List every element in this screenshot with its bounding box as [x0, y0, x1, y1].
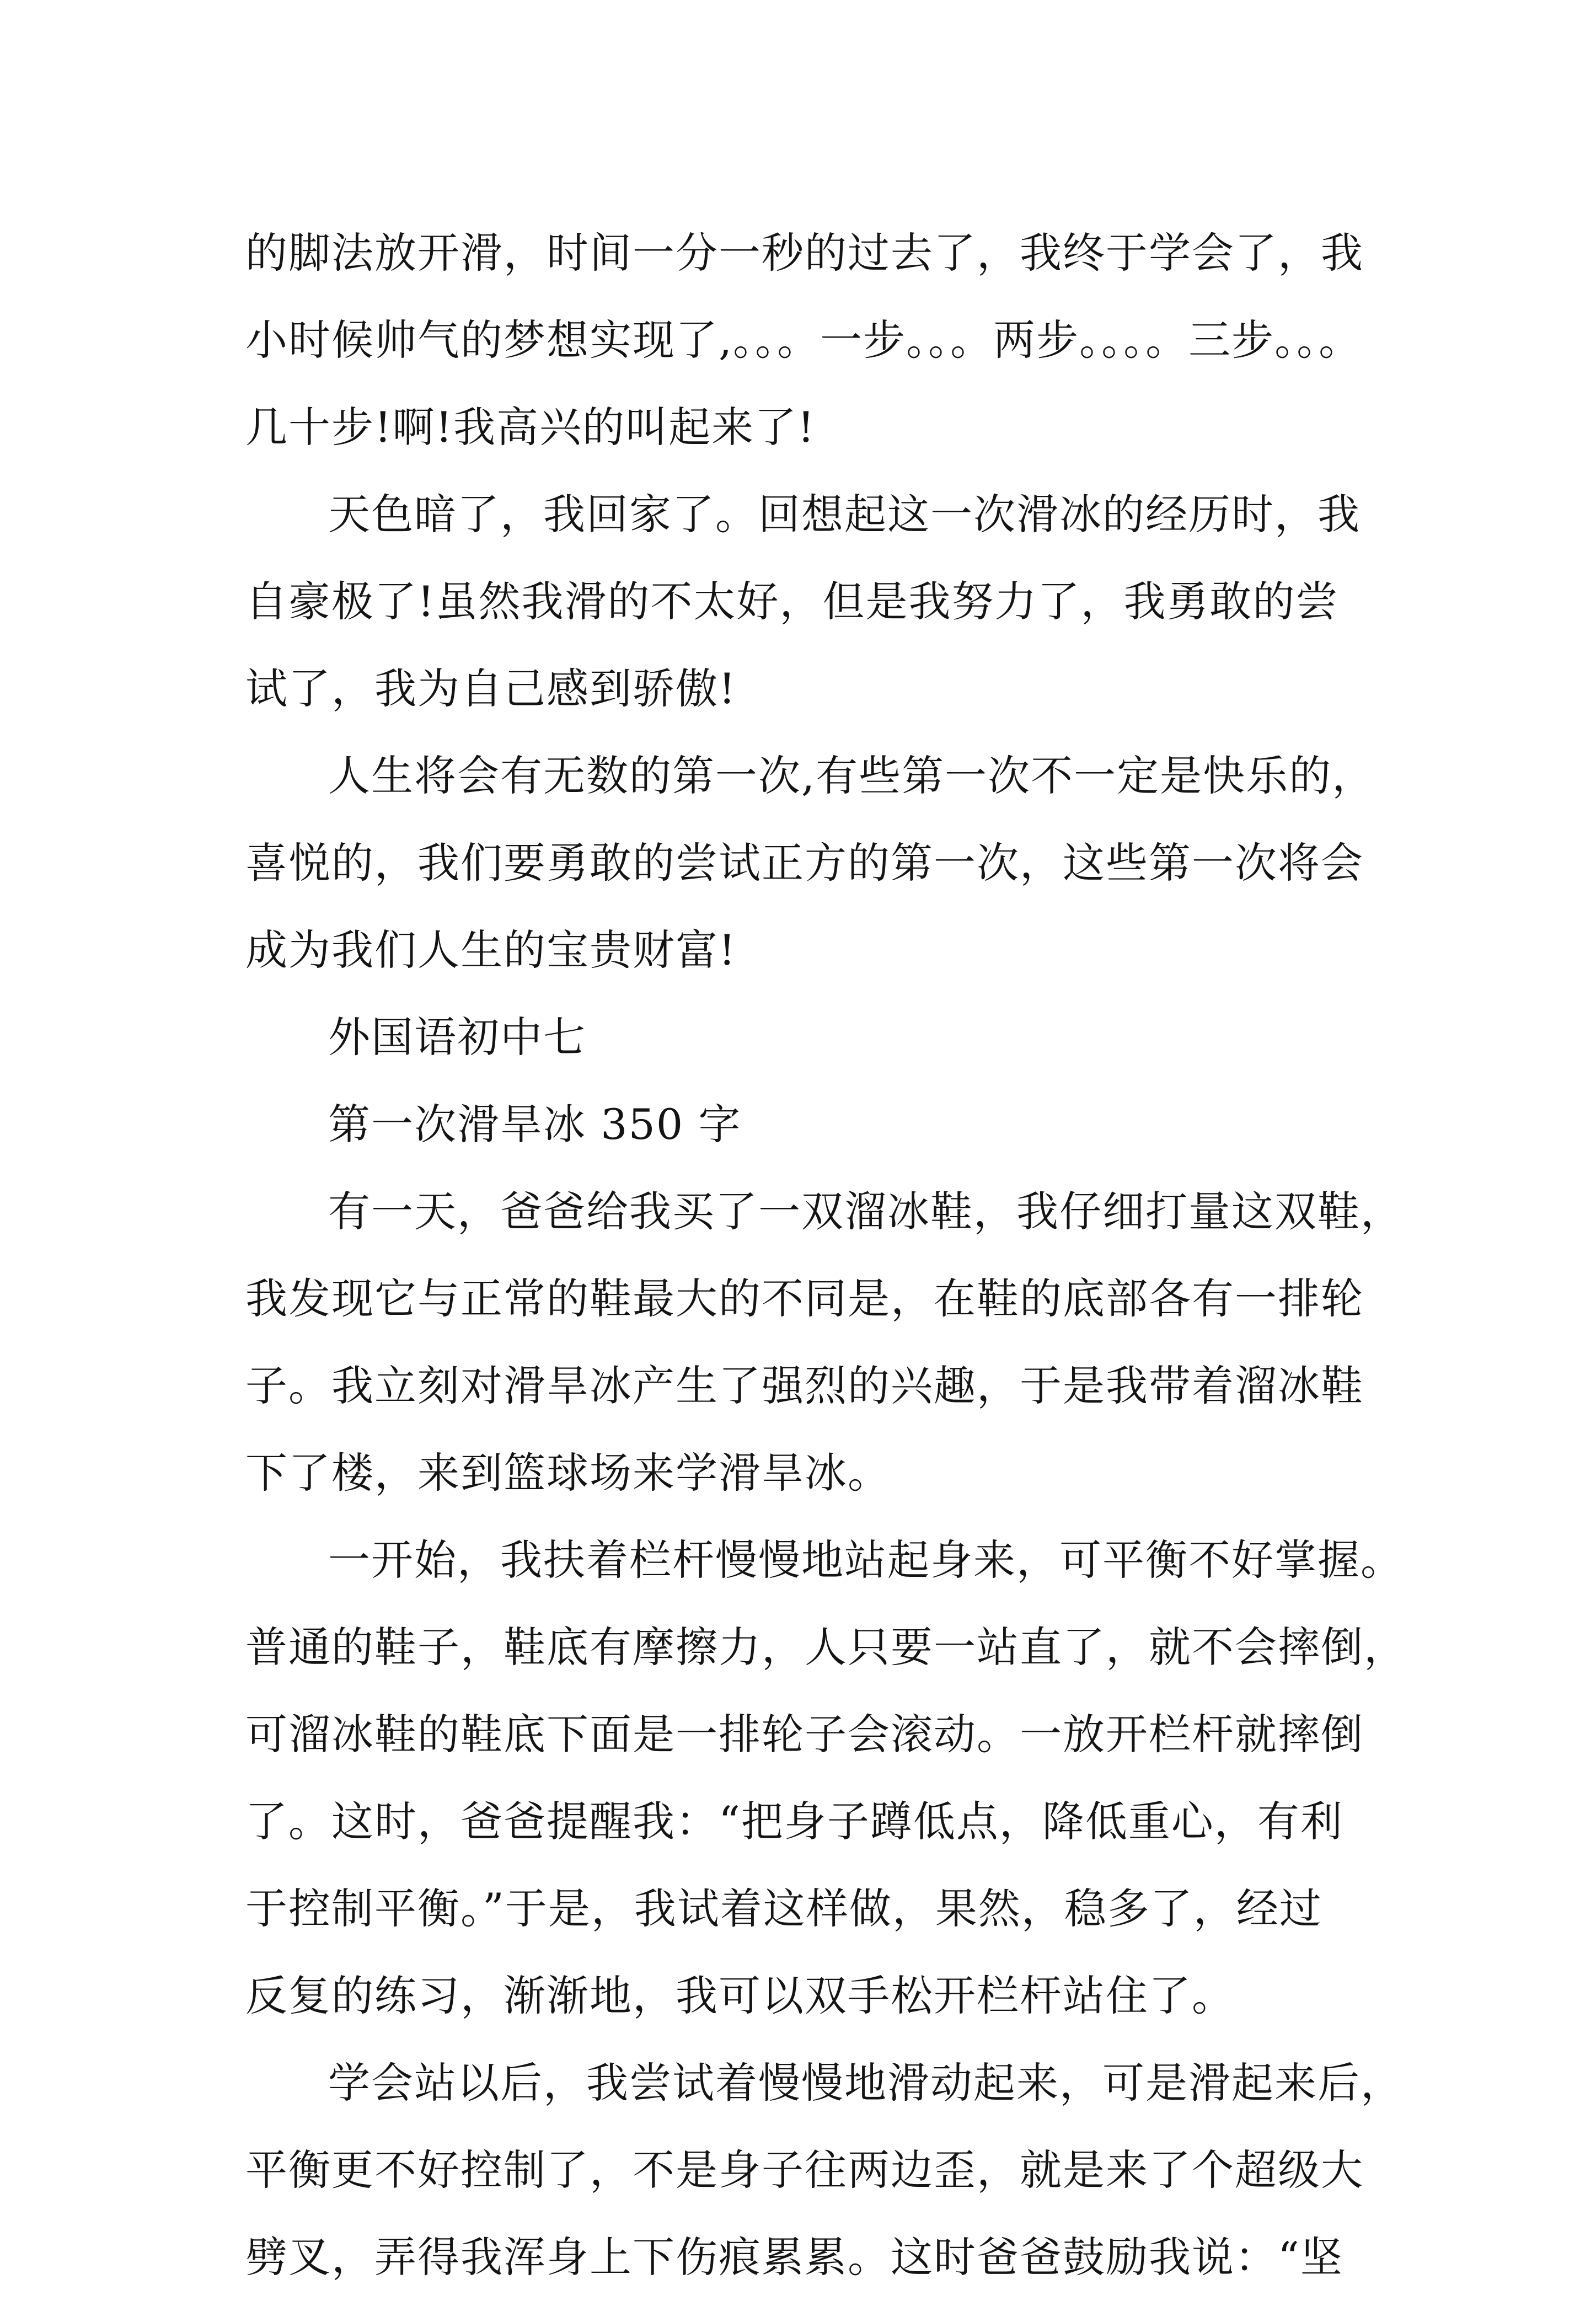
- text-line: 自豪极了!虽然我滑的不太好，但是我努力了，我勇敢的尝: [245, 577, 1339, 626]
- text-line: 人生将会有无数的第一次,有些第一次不一定是快乐的，: [328, 751, 1375, 800]
- text-line: 小时候帅气的梦想实现了,。。。一步。。。两步。。。。三步。。。: [245, 315, 1362, 365]
- text-line: 反复的练习，渐渐地，我可以双手松开栏杆站住了。: [245, 1971, 1235, 2020]
- text-line: 普通的鞋子，鞋底有摩擦力，人只要一站直了，就不会摔倒，: [245, 1623, 1407, 1672]
- text-line: 可溜冰鞋的鞋底下面是一排轮子会滚动。一放开栏杆就摔倒: [245, 1710, 1364, 1759]
- text-line: 我发现它与正常的鞋最大的不同是，在鞋的底部各有一排轮: [245, 1274, 1364, 1323]
- text-line: 的脚法放开滑，时间一分一秒的过去了，我终于学会了，我: [245, 228, 1364, 277]
- author-line: 外国语初中七: [328, 1013, 586, 1062]
- text-line: 成为我们人生的宝贵财富!: [245, 925, 737, 975]
- text-line: 劈叉，弄得我浑身上下伤痕累累。这时爸爸鼓励我说：“坚: [245, 2233, 1343, 2282]
- text-line: 喜悦的，我们要勇敢的尝试正方的第一次，这些第一次将会: [245, 838, 1364, 887]
- essay-title: 第一次滑旱冰 350 字: [328, 1100, 742, 1149]
- text-line: 一开始，我扶着栏杆慢慢地站起身来，可平衡不好掌握。: [328, 1535, 1404, 1585]
- text-line: 天色暗了，我回家了。回想起这一次滑冰的经历时，我: [328, 490, 1361, 539]
- text-line: 有一天，爸爸给我买了一双溜冰鞋，我仔细打量这双鞋，: [328, 1187, 1404, 1236]
- text-line: 试了，我为自己感到骄傲!: [245, 664, 737, 713]
- text-line: 于控制平衡。”于是，我试着这样做，果然，稳多了，经过: [245, 1884, 1322, 1933]
- text-line: 学会站以后，我尝试着慢慢地滑动起来，可是滑起来后，: [328, 2058, 1404, 2107]
- body-text: [245, 210, 1407, 2301]
- text-line: 几十步!啊!我高兴的叫起来了!: [245, 403, 816, 452]
- text-line: 下了楼，来到篮球场来学滑旱冰。: [245, 1448, 891, 1497]
- text-line: 平衡更不好控制了，不是身子往两边歪，就是来了个超级大: [245, 2145, 1364, 2195]
- text-line: 子。我立刻对滑旱冰产生了强烈的兴趣，于是我带着溜冰鞋: [245, 1361, 1364, 1410]
- text-line: 了。这时，爸爸提醒我：“把身子蹲低点，降低重心，有利: [245, 1797, 1343, 1846]
